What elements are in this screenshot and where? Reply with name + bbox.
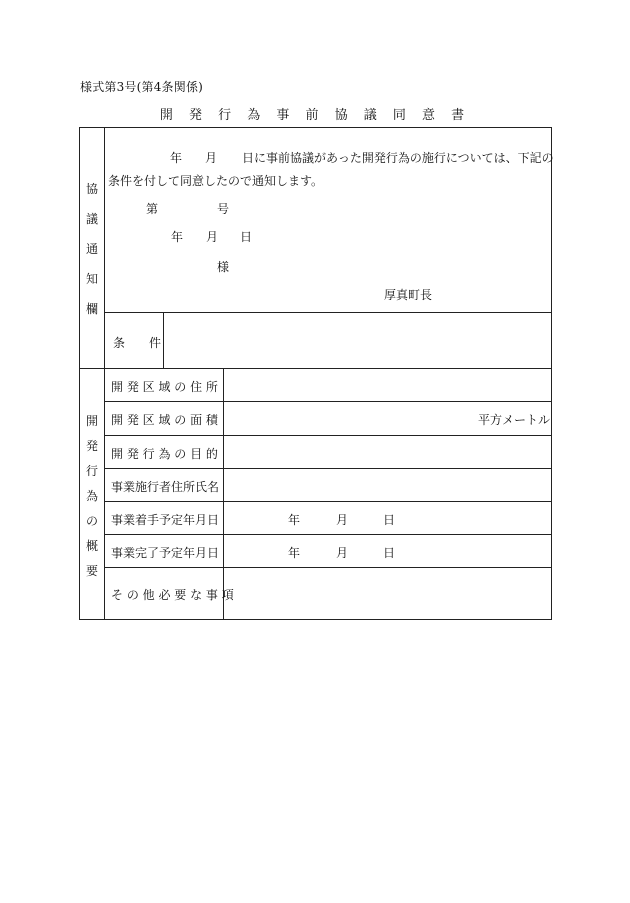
conditions-label: 条 件 <box>113 336 162 350</box>
form-table <box>79 127 552 620</box>
document-title: 開 発 行 為 事 前 協 議 同 意 書 <box>159 108 471 123</box>
row-line <box>104 401 551 402</box>
row-label-other: そ の 他 必 要 な 事 項 <box>111 588 234 602</box>
form-number: 様式第3号(第4条関係) <box>80 80 204 94</box>
end-month: 月 <box>336 546 349 560</box>
row-line <box>104 534 551 535</box>
start-day: 日 <box>383 513 396 527</box>
overview-label-divider <box>223 368 224 619</box>
row-label-start-date: 事業着手予定年月日 <box>111 513 220 527</box>
notice-side-label: 協 議 通 知 欄 <box>85 182 98 316</box>
issue-month: 月 <box>206 230 219 244</box>
start-year: 年 <box>288 513 301 527</box>
addressee-suffix: 様 <box>217 260 230 274</box>
notice-month: 月 <box>205 151 218 165</box>
row-line <box>104 468 551 469</box>
row-label-area: 開 発 区 域 の 面 積 <box>111 413 218 427</box>
issue-day: 日 <box>240 230 253 244</box>
row-label-end-date: 事業完了予定年月日 <box>111 546 220 560</box>
doc-number-suffix: 号 <box>217 202 230 216</box>
area-unit: 平方メートル <box>478 413 551 427</box>
notice-line1: 日に事前協議があった開発行為の施行については、下記の <box>242 151 554 165</box>
row-line <box>104 567 551 568</box>
row-label-operator: 事業施行者住所氏名 <box>111 480 220 494</box>
row-label-purpose: 開 発 行 為 の 目 的 <box>111 447 218 461</box>
notice-line2: 条件を付して同意したので通知します。 <box>108 174 324 188</box>
row-label-address: 開 発 区 域 の 住 所 <box>111 380 218 394</box>
conditions-divider <box>163 312 164 368</box>
notice-year: 年 <box>170 151 183 165</box>
conditions-top-line <box>104 312 551 313</box>
overview-side-label: 開 発 行 為 の 概 要 <box>85 414 98 578</box>
end-year: 年 <box>288 546 301 560</box>
side-column-divider <box>104 128 105 619</box>
doc-number-prefix: 第 <box>146 202 159 216</box>
row-line <box>104 435 551 436</box>
end-day: 日 <box>383 546 396 560</box>
section-divider <box>80 368 551 369</box>
issue-year: 年 <box>171 230 184 244</box>
sender-name: 厚真町長 <box>384 288 433 302</box>
row-line <box>104 501 551 502</box>
start-month: 月 <box>336 513 349 527</box>
